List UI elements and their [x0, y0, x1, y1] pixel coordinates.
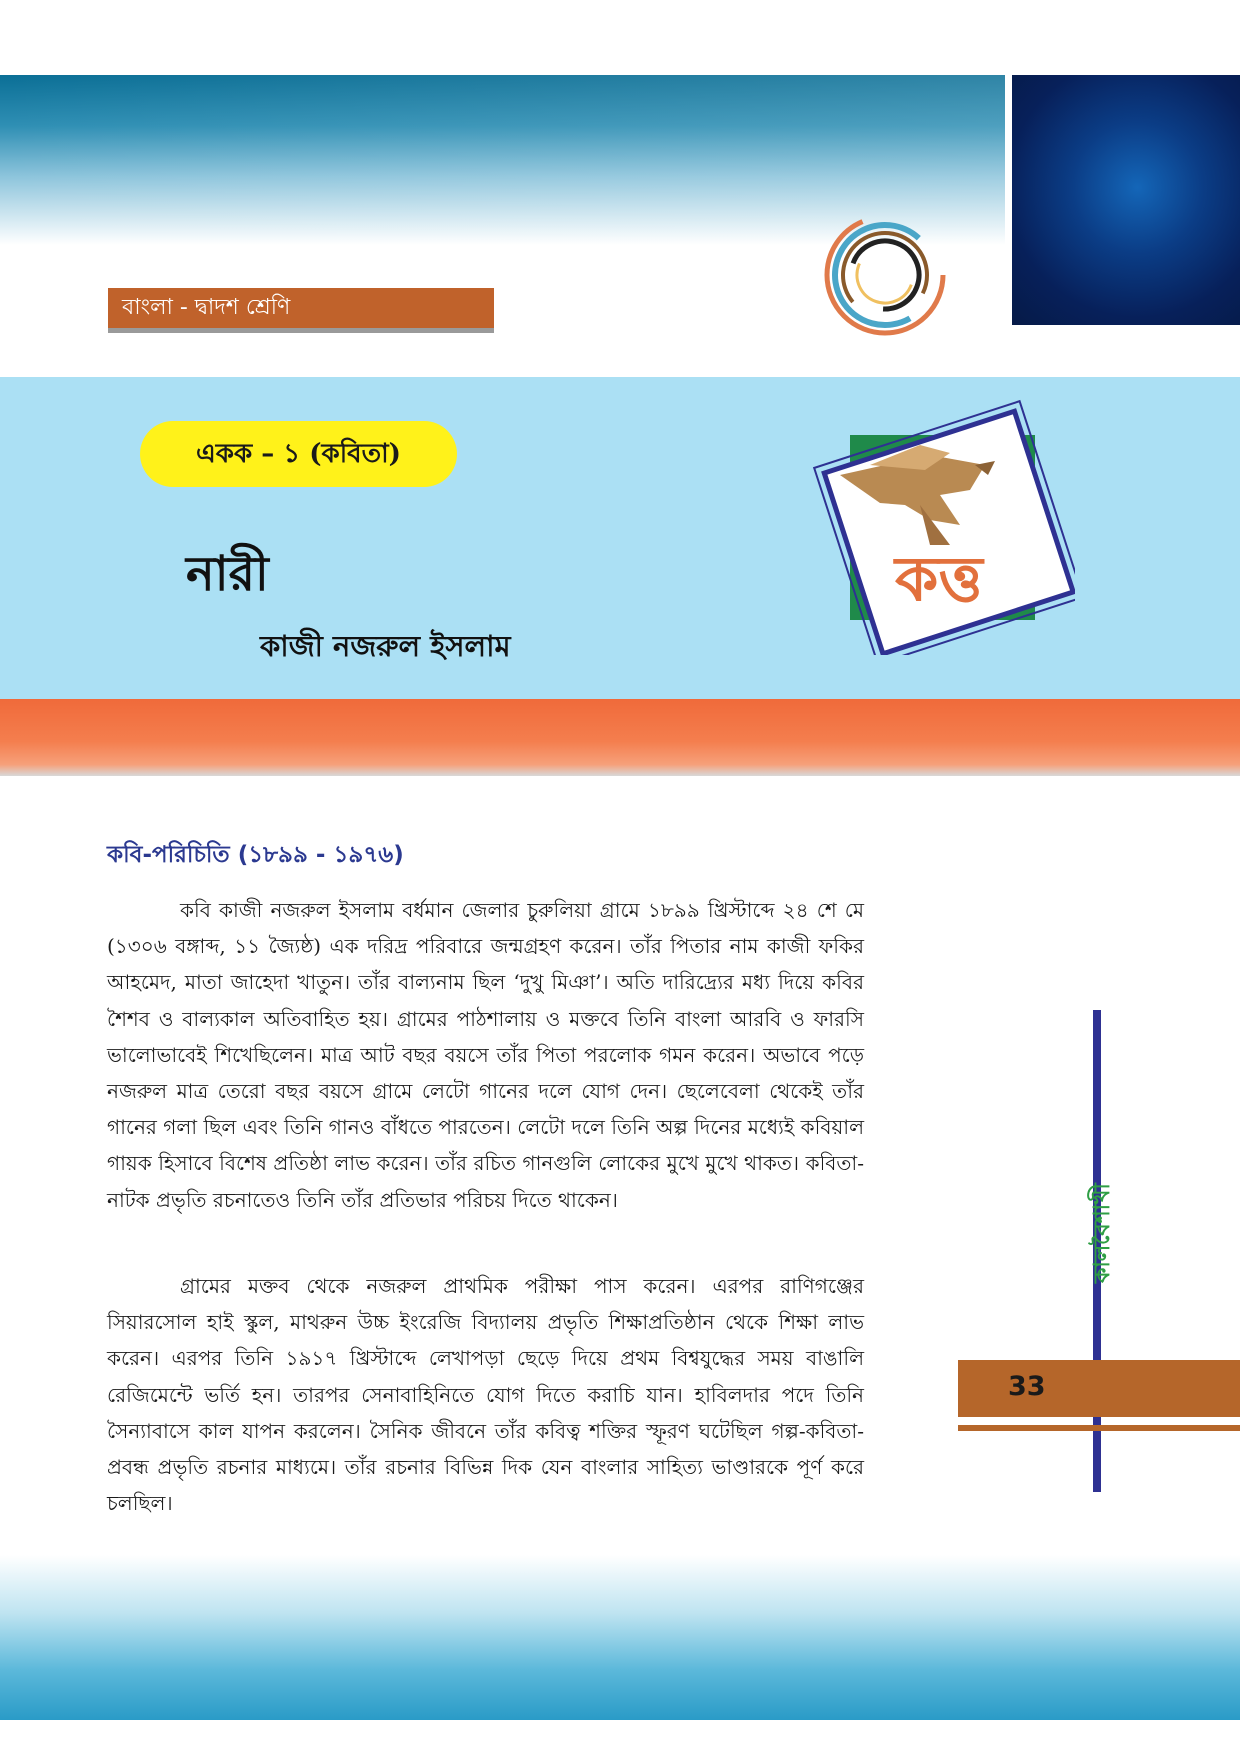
- header-dark-square: [1012, 75, 1240, 325]
- page-number-box: [958, 1360, 1240, 1417]
- emblem-icon: [810, 395, 1075, 655]
- emblem-letters: কত্ত: [895, 542, 983, 615]
- intro-paragraph-1: কবি কাজী নজরুল ইসলাম বর্ধমান জেলার চুরুলিয়া গ্রামে ১৮৯৯ খ্রিস্টাব্দে ২৪ শে মে (১৩০৬ বঙ্গাব্দ, ১১ জ্যৈষ্ঠ) এক দরিদ্র পরিবারে জন্মগ্রহণ করেন। তাঁর পিতার নাম কাজী ফকির আহমেদ, মাতা জাহেদা খাতুন। তাঁর বাল্যনাম ছিল ‘দুখু মিঞা’। অতি দারিদ্র্যের মধ্য দিয়ে কবির শৈশব ও বাল্যকাল অতিবাহিত হয়। গ্রামের পাঠশালায় ও মক্তবে তিনি বাংলা আরবি ও ফারসি ভালোভাবেই শিখেছিলেন। মাত্র আট বছর বয়সে তাঁর পিতা পরলোক গমন করেন। অভাবে পড়ে নজরুল মাত্র তেরো বছর বয়সে গ্রামে লেটো গানের দলে যোগ দেন। ছেলেবেলা থেকেই তাঁর গানের গলা ছিল এবং তিনি গানও বাঁধতে পারতেন। লেটো দলে তিনি অল্প দিনের মধ্যেই কবিয়াল গায়ক হিসাবে বিশেষ প্রতিষ্ঠা লাভ করেন। তাঁর রচিত গানগুলি লোকের মুখে মুখে থাকত। কবিতা-নাটক প্রভৃতি রচনাতেও তিনি তাঁর প্রতিভার পরিচয় দিতে থাকেন।: [107, 898, 864, 1212]
- poem-title: নারী: [186, 546, 269, 602]
- divider-band: [0, 699, 1240, 776]
- rings-logo-icon: [810, 205, 960, 345]
- unit-pill: একক – ১ (কবিতা): [140, 421, 457, 487]
- side-chapter-label: কালবৈশাখী: [1090, 1183, 1115, 1283]
- class-label: বাংলা - দ্বাদশ শ্রেণি: [108, 288, 494, 328]
- page-number-underline: [958, 1425, 1240, 1431]
- intro-paragraph-2: গ্রামের মক্তব থেকে নজরুল প্রাথমিক পরীক্ষা পাস করেন। এরপর রাণিগঞ্জের সিয়ারসোল হাই স্কুল, মাথরুন উচ্চ ইংরেজি বিদ্যালয় প্রভৃতি শিক্ষাপ্রতিষ্ঠান থেকে শিক্ষা লাভ করেন। এরপর তিনি ১৯১৭ খ্রিস্টাব্দে লেখাপড়া ছেড়ে দিয়ে প্রথম বিশ্বযুদ্ধের সময় বাঙালি রেজিমেন্টে ভর্তি হন। তারপর সেনাবাহিনিতে যোগ দিতে করাচি যান। হাবিলদার পদে তিনি সৈন্যাবাসে কাল যাপন করলেন। সৈনিক জীবনে তাঁর কবিত্ব শক্তির স্ফূরণ ঘটেছিল গল্প-কবিতা-প্রবন্ধ প্রভৃতি রচনার মাধ্যমে। তাঁর রচনার বিভিন্ন দিক যেন বাংলার সাহিত্য ভাণ্ডারকে পূর্ণ করে চলছিল।: [107, 1274, 864, 1516]
- poet-name: কাজী নজরুল ইসলাম: [260, 629, 511, 663]
- poet-intro-heading: কবি-পরিচিতি (১৮৯৯ - ১৯৭৬): [107, 842, 404, 868]
- page-number: 33: [1008, 1371, 1046, 1402]
- footer-gradient-band: [0, 1555, 1240, 1720]
